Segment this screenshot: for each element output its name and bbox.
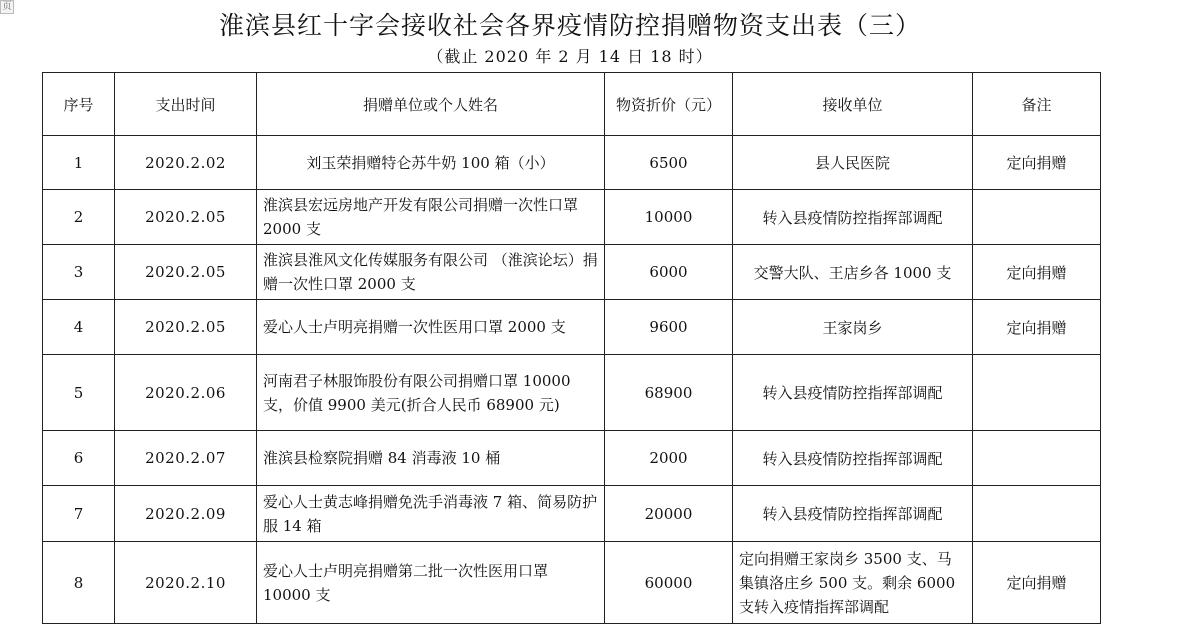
table-row xyxy=(43,355,1101,431)
table-row xyxy=(43,245,1101,300)
table-row xyxy=(43,542,1101,624)
cell-donor: 爱心人士卢明亮捐赠第二批一次性医用口罩 10000 支 xyxy=(257,542,605,624)
cell-recipient: 县人民医院 xyxy=(733,136,973,190)
cell-value: 60000 xyxy=(605,542,733,624)
cell-value: 68900 xyxy=(605,355,733,431)
cell-no: 2 xyxy=(43,190,115,245)
table-row xyxy=(43,136,1101,190)
cell-no: 6 xyxy=(43,431,115,486)
cell-no: 7 xyxy=(43,486,115,542)
cell-value: 9600 xyxy=(605,300,733,355)
header-recipient: 接收单位 xyxy=(733,73,973,136)
cell-donor: 河南君子林服饰股份有限公司捐赠口罩 10000支，价值 9900 美元(折合人民币 68900 元) xyxy=(257,355,605,431)
cell-date: 2020.2.10 xyxy=(115,542,257,624)
cell-value: 6000 xyxy=(605,245,733,300)
cell-date: 2020.2.06 xyxy=(115,355,257,431)
cell-note: 定向捐赠 xyxy=(973,245,1101,300)
cell-note: 定向捐赠 xyxy=(973,136,1101,190)
cell-date: 2020.2.07 xyxy=(115,431,257,486)
cell-no: 3 xyxy=(43,245,115,300)
expenditure-table xyxy=(42,72,1101,624)
cell-value: 2000 xyxy=(605,431,733,486)
cell-recipient: 转入县疫情防控指挥部调配 xyxy=(733,355,973,431)
cell-no: 1 xyxy=(43,136,115,190)
cell-no: 5 xyxy=(43,355,115,431)
cell-recipient: 转入县疫情防控指挥部调配 xyxy=(733,190,973,245)
table-row xyxy=(43,431,1101,486)
header-note: 备注 xyxy=(973,73,1101,136)
cell-value: 10000 xyxy=(605,190,733,245)
cell-date: 2020.2.02 xyxy=(115,136,257,190)
cell-date: 2020.2.09 xyxy=(115,486,257,542)
cell-recipient: 定向捐赠王家岗乡 3500 支、马集镇洛庄乡 500 支。剩余 6000 支转入疫情指挥部调配 xyxy=(733,542,973,624)
cell-donor: 刘玉荣捐赠特仑苏牛奶 100 箱（小） xyxy=(257,136,605,190)
header-no: 序号 xyxy=(43,73,115,136)
cell-donor: 淮滨县淮风文化传媒服务有限公司 （淮滨论坛）捐赠一次性口罩 2000 支 xyxy=(257,245,605,300)
cell-recipient: 王家岗乡 xyxy=(733,300,973,355)
cell-date: 2020.2.05 xyxy=(115,300,257,355)
cell-note xyxy=(973,355,1101,431)
cell-recipient: 转入县疫情防控指挥部调配 xyxy=(733,431,973,486)
cell-value: 6500 xyxy=(605,136,733,190)
header-value: 物资折价（元） xyxy=(605,73,733,136)
table-header-row xyxy=(43,73,1101,136)
cell-note xyxy=(973,190,1101,245)
cell-note xyxy=(973,431,1101,486)
cell-no: 4 xyxy=(43,300,115,355)
cell-donor: 爱心人士黄志峰捐赠免洗手消毒液 7 箱、简易防护服 14 箱 xyxy=(257,486,605,542)
document-subtitle: （截止 2020 年 2 月 14 日 18 时） xyxy=(427,47,713,66)
cell-donor: 淮滨县检察院捐赠 84 消毒液 10 桶 xyxy=(257,431,605,486)
cell-note xyxy=(973,486,1101,542)
header-date: 支出时间 xyxy=(115,73,257,136)
cell-value: 20000 xyxy=(605,486,733,542)
cell-no: 8 xyxy=(43,542,115,624)
cell-date: 2020.2.05 xyxy=(115,245,257,300)
document-title: 淮滨县红十字会接收社会各界疫情防控捐赠物资支出表（三） xyxy=(218,11,921,40)
cell-donor: 爱心人士卢明亮捐赠一次性医用口罩 2000 支 xyxy=(257,300,605,355)
cell-donor: 淮滨县宏远房地产开发有限公司捐赠一次性口罩 2000 支 xyxy=(257,190,605,245)
table-row xyxy=(43,300,1101,355)
cell-note: 定向捐赠 xyxy=(973,542,1101,624)
header-donor: 捐赠单位或个人姓名 xyxy=(257,73,605,136)
table-row xyxy=(43,486,1101,542)
cell-note: 定向捐赠 xyxy=(973,300,1101,355)
cell-recipient: 交警大队、王店乡各 1000 支 xyxy=(733,245,973,300)
table-row xyxy=(43,190,1101,245)
cell-recipient: 转入县疫情防控指挥部调配 xyxy=(733,486,973,542)
corner-mark: 页 xyxy=(0,0,14,14)
cell-date: 2020.2.05 xyxy=(115,190,257,245)
